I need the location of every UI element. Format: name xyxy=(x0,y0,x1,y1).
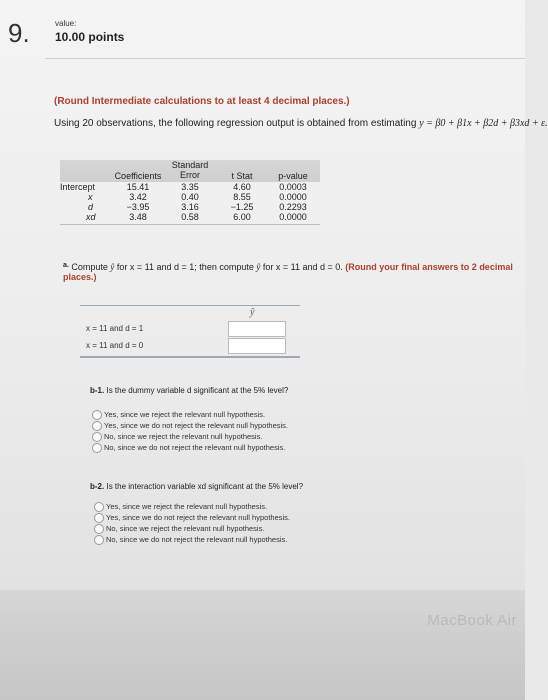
b2-option-3-label[interactable]: No, since we reject the relevant null hypothesis. xyxy=(106,524,265,533)
header-t-stat: t Stat xyxy=(231,171,253,181)
b2-option-3-radio[interactable] xyxy=(94,524,104,534)
header-standard-error-text: Standard Error xyxy=(171,160,209,180)
t-intercept: 4.60 xyxy=(233,182,251,192)
se-xd: 0.58 xyxy=(181,212,199,222)
b2-option-1-label[interactable]: Yes, since we reject the relevant null hypothesis. xyxy=(106,502,268,511)
b2-option-4-radio[interactable] xyxy=(94,535,104,545)
part-a-text-1: Compute xyxy=(71,262,108,272)
table-bottom-rule xyxy=(60,224,320,225)
b2-option-4-label[interactable]: No, since we do not reject the relevant null hypothesis. xyxy=(106,535,288,544)
points-label: 10.00 points xyxy=(55,30,125,44)
b1-option-2-label[interactable]: Yes, since we do not reject the relevant null hypothesis. xyxy=(104,421,288,430)
header-standard-error xyxy=(160,160,220,180)
part-a-text-2: for x = 11 and d = 1; then compute xyxy=(116,262,254,272)
question-number: 9. xyxy=(8,18,30,48)
se-d: 3.16 xyxy=(181,202,199,212)
coef-xd: 3.48 xyxy=(129,212,147,222)
answer-row-label-d1: x = 11 and d = 1 xyxy=(86,324,144,333)
divider xyxy=(45,58,525,59)
header-p-value: p-value xyxy=(278,171,308,181)
prompt-text xyxy=(54,118,548,129)
b1-option-4-label[interactable]: No, since we do not reject the relevant null hypothesis. xyxy=(104,443,286,452)
b1-option-1-radio[interactable] xyxy=(92,410,102,420)
header-coefficients: Coefficients xyxy=(114,171,162,181)
b1-option-1-label[interactable]: Yes, since we reject the relevant null hypothesis. xyxy=(104,410,266,419)
answer-row-label-d0: x = 11 and d = 0 xyxy=(86,341,144,350)
value-label: value: xyxy=(55,19,77,28)
p-x: 0.0000 xyxy=(279,192,307,202)
se-intercept: 3.35 xyxy=(181,182,199,192)
part-b1-text: Is the dummy variable d significant at the 5% level? xyxy=(106,386,289,395)
p-intercept: 0.0003 xyxy=(279,182,307,192)
b1-option-2-radio[interactable] xyxy=(92,421,102,431)
coef-d: −3.95 xyxy=(126,202,150,212)
row-label-xd: xd xyxy=(86,212,96,222)
row-label-x: x xyxy=(88,192,93,202)
se-x: 0.40 xyxy=(181,192,199,202)
b1-option-3-radio[interactable] xyxy=(92,432,102,442)
laptop-bezel xyxy=(0,590,525,700)
b1-option-4-radio[interactable] xyxy=(92,443,102,453)
t-x: 8.55 xyxy=(233,192,251,202)
p-xd: 0.0000 xyxy=(279,212,307,222)
coef-x: 3.42 xyxy=(129,192,147,202)
part-b2-text: Is the interaction variable xd significant at the 5% level? xyxy=(106,482,304,491)
b1-option-3-label[interactable]: No, since we reject the relevant null hypothesis. xyxy=(104,432,263,441)
part-b2-question xyxy=(90,482,303,491)
yhat-symbol: ŷ xyxy=(110,262,115,272)
b2-option-2-label[interactable]: Yes, since we do not reject the relevant null hypothesis. xyxy=(106,513,290,522)
answer-column-header: ŷ xyxy=(250,307,255,318)
round-note: (Round your final answers to 2 decimal places.) xyxy=(63,262,513,282)
part-a-label: a. xyxy=(63,262,69,269)
part-b2-label: b-2. xyxy=(90,482,105,491)
b2-option-1-radio[interactable] xyxy=(94,502,104,512)
part-a-text-3: for x = 11 and d = 0. xyxy=(262,262,343,272)
t-d: −1.25 xyxy=(230,202,254,212)
part-b1-label: b-1. xyxy=(90,386,105,395)
t-xd: 6.00 xyxy=(233,212,251,222)
answer-table-bottom-rule xyxy=(80,356,300,358)
prompt-body: Using 20 observations, the following regression output is obtained from estimating xyxy=(54,118,417,129)
answer-input-d1[interactable] xyxy=(228,321,286,337)
regression-equation: y = β0 + β1x + β2d + β3xd + ε. xyxy=(419,118,548,129)
answer-input-d0[interactable] xyxy=(228,338,286,354)
row-label-intercept: Intercept xyxy=(60,182,96,192)
b2-option-2-radio[interactable] xyxy=(94,513,104,523)
part-b1-question xyxy=(90,386,288,395)
device-brand-label: MacBook Air xyxy=(427,612,517,629)
part-a xyxy=(63,262,523,282)
row-label-d: d xyxy=(88,202,94,212)
instruction-text: (Round Intermediate calculations to at least 4 decimal places.) xyxy=(54,96,350,107)
answer-table-top-rule xyxy=(80,305,300,306)
coef-intercept: 15.41 xyxy=(126,182,150,192)
yhat-symbol: ŷ xyxy=(256,262,261,272)
p-d: 0.2293 xyxy=(279,202,307,212)
